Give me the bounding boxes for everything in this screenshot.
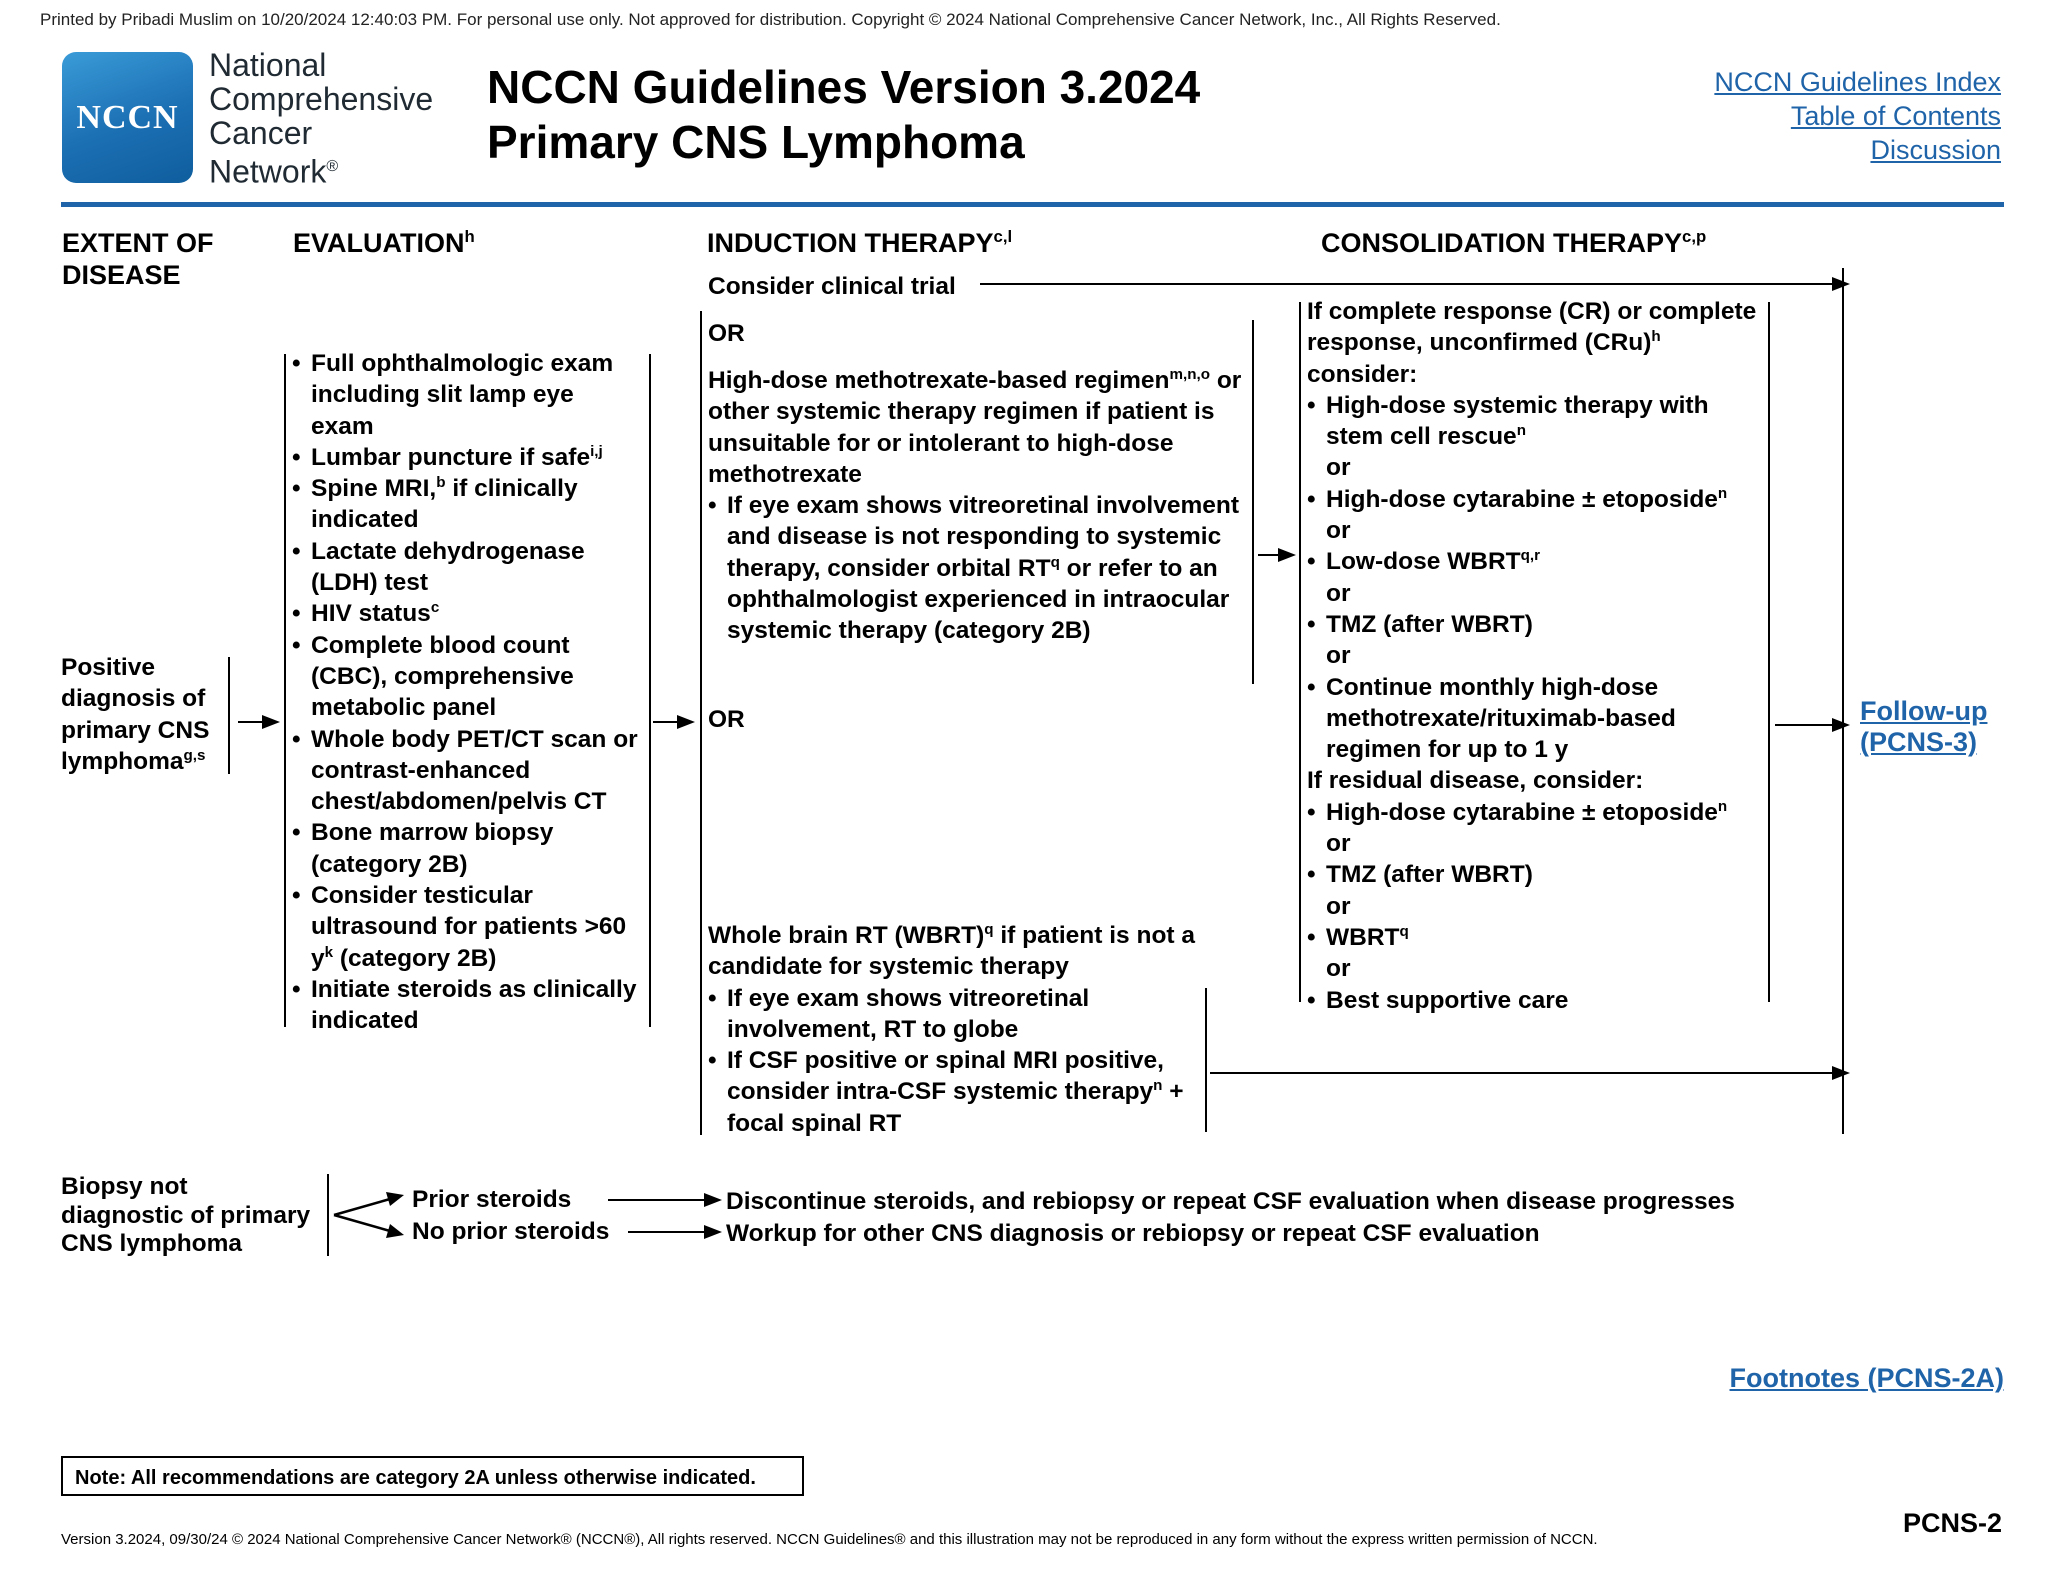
bracket-line: [228, 657, 230, 774]
arrow-right-icon: [704, 1225, 722, 1239]
page-title: [487, 60, 1200, 170]
evaluation-bracket-right: [649, 354, 651, 1027]
footnotes-link[interactable]: [1730, 1363, 2004, 1394]
no-prior-steroids: No prior steroids: [412, 1218, 610, 1245]
wbrt-bracket-right: [1205, 988, 1207, 1132]
induction-bracket-right: [1252, 320, 1254, 684]
wbrt-arrow-line: [1210, 1072, 1835, 1074]
connector-line: [238, 721, 262, 723]
prior-steroids: Prior steroids: [412, 1186, 572, 1213]
arrow-right-icon: [1832, 718, 1850, 732]
induction-bullet: • If CSF positive or spinal MRI positive, consider intra-CSF systemic therapy$^n$ + focal spinal RT: [708, 1045, 1238, 1139]
arrow-right-icon: [1832, 1066, 1850, 1080]
guidelines-index-link[interactable]: NCCN Guidelines Index: [1714, 67, 2001, 97]
arrow-right-icon: [262, 715, 280, 729]
logo-text: NCCN: [76, 98, 179, 136]
evaluation-item: • Initiate steroids as clinically indicated: [292, 974, 642, 1037]
consolidation-options: If complete response (CR) or complete response, unconfirmed (CRu)$^h$ consider: • High-dose systemic therapy with stem cell rescue$^n$ or • High-dose cytarabine ± etoposide$^n$ or • Low-dose WBRT$^{q,r}$ or • TMZ (after WBRT) or • Continue monthly high-dose methotrexate/rituximab-based regimen for up to 1 y If residual disease, consider: • High-dose cytarabine ± etoposide$^n$ or • TMZ (after WBRT) or • WBRT$^q$ or • Best supportive care: [1307, 296, 1767, 1016]
branch-arrows-icon: [330, 1185, 410, 1245]
or-label: OR: [708, 706, 745, 733]
or-label: or: [1326, 830, 1351, 858]
org-line: Comprehensive: [209, 81, 434, 117]
arrow-right-icon: [704, 1193, 722, 1207]
consolidation-item: • High-dose systemic therapy with stem cell rescue$^n$: [1307, 390, 1767, 453]
or-label: or: [1326, 517, 1351, 545]
table-of-contents-link[interactable]: Table of Contents: [1790, 101, 2001, 131]
nccn-logo: [62, 52, 193, 183]
evaluation-item: • Spine MRI,$^b$ if clinically indicated: [292, 473, 642, 536]
followup-bracket: [1842, 268, 1844, 1134]
prior-steroids-action: Discontinue steroids, and rebiopsy or repeat CSF evaluation when disease progresses: [726, 1188, 1735, 1215]
induction-bullet: • If eye exam shows vitreoretinal involvement and disease is not responding to systemic therapy, consider orbital $RT^q$ or refer to an ophthalmologist experienced in intraocular systemic therapy (category 2B): [708, 490, 1248, 646]
consolidation-item: • TMZ (after WBRT): [1307, 609, 1767, 640]
clinical-trial-arrow-line: [980, 283, 1835, 285]
residual-item: • TMZ (after WBRT): [1307, 859, 1767, 890]
evaluation-bracket-left: [284, 354, 286, 1027]
org-line: National: [209, 47, 327, 83]
footnotes-link-text[interactable]: Footnotes (PCNS-2A): [1729, 1363, 2004, 1393]
guideline-version: NCCN Guidelines Version 3.2024: [487, 61, 1201, 113]
evaluation-item: • Complete blood count (CBC), comprehensive metabolic panel: [292, 630, 642, 724]
header-divider: [61, 202, 2004, 207]
or-label: or: [1326, 579, 1351, 607]
or-label: or: [1326, 955, 1351, 983]
high-dose-methotrexate-option: High-dose methotrexate-based regimen$^{m,n,o}$ or other systemic therapy regimen if patient is unsuitable for or intolerant to high-dose methotrexate • If eye exam shows vitreoretinal involvement and disease is not responding to systemic therapy, consider orbital $RT^q$ or refer to an ophthalmologist experienced in intraocular systemic therapy (category 2B): [708, 365, 1248, 647]
followup-link-page[interactable]: (PCNS-3): [1860, 727, 1978, 757]
evaluation-list: [292, 348, 642, 1037]
column-header-consolidation: CONSOLIDATION THERAPY$^{c,p}$: [1321, 227, 1707, 258]
evaluation-item: • Lumbar puncture if safe$^{i,j}$: [292, 442, 642, 473]
guideline-topic: Primary CNS Lymphoma: [487, 116, 1025, 168]
followup-link-text[interactable]: Follow-up: [1860, 696, 1988, 726]
consolidation-bracket-left: [1299, 302, 1301, 1002]
residual-item: • Best supportive care: [1307, 985, 1767, 1016]
column-header-evaluation: EVALUATION$^h$: [293, 227, 475, 258]
evaluation-item: • HIV status$^c$: [292, 598, 642, 629]
evaluation-item: • Lactate dehydrogenase (LDH) test: [292, 536, 642, 599]
evaluation-item: • Bone marrow biopsy (category 2B): [292, 817, 642, 880]
clinical-trial: Consider clinical trial: [708, 273, 956, 300]
top-nav-links: [1714, 65, 2001, 167]
organization-name: [209, 48, 433, 189]
evaluation-item: • Full ophthalmologic exam including slit lamp eye exam: [292, 348, 642, 442]
consolidation-bracket-right: [1768, 302, 1770, 1002]
or-label: OR: [708, 320, 745, 347]
connector-line: [1258, 554, 1280, 556]
bracket-line: [327, 1174, 329, 1256]
arrow-right-icon: [1832, 277, 1850, 291]
or-label: or: [1326, 892, 1351, 920]
induction-bracket-left: [700, 311, 702, 1135]
wbrt-option: Whole brain RT (WBRT)$^q$ if patient is not a candidate for systemic therapy • If eye exam shows vitreoretinal involvement, RT to globe • If CSF positive or spinal MRI positive, consider intra-CSF systemic therapy$^n$ + focal spinal RT: [708, 920, 1238, 1139]
evaluation-item: • Whole body PET/CT scan or contrast-enhanced chest/abdomen/pelvis CT: [292, 724, 642, 818]
no-prior-steroids-action: Workup for other CNS diagnosis or rebiopsy or repeat CSF evaluation: [726, 1220, 1540, 1247]
connector-line: [628, 1231, 706, 1233]
connector-line: [653, 721, 677, 723]
page-id: PCNS-2: [1902, 1508, 2002, 1538]
copyright-footer: Version 3.2024, 09/30/24 © 2024 National Comprehensive Cancer Network® (NCCN®), All rights reserved. NCCN Guidelines® and this illustration may not be reproduced in any form without the express written permission of NCCN.: [61, 1531, 1598, 1548]
or-label: or: [1326, 642, 1351, 670]
consolidation-item: • Continue monthly high-dose methotrexate/rituximab-based regimen for up to 1 y: [1307, 672, 1767, 766]
column-header-extent: EXTENT OF DISEASE: [62, 228, 214, 290]
residual-disease-heading: If residual disease, consider:: [1307, 767, 1644, 795]
residual-item: • WBRT$^q$: [1307, 922, 1767, 953]
consolidation-item: • High-dose cytarabine ± etoposide$^n$: [1307, 484, 1767, 515]
arrow-right-icon: [677, 715, 695, 729]
evaluation-item: • Consider testicular ultrasound for patients >60 $y^k$ (category 2B): [292, 880, 642, 974]
consolidation-item: • Low-dose WBRT$^{q,r}$: [1307, 546, 1767, 577]
biopsy-not-diagnostic: Biopsy not diagnostic of primary CNS lymphoma: [61, 1173, 311, 1257]
org-line: Cancer: [209, 115, 313, 151]
discussion-link[interactable]: Discussion: [1870, 135, 2001, 165]
connector-line: [1775, 724, 1835, 726]
induction-bullet: • If eye exam shows vitreoretinal involvement, RT to globe: [708, 983, 1238, 1046]
or-label: or: [1326, 454, 1351, 482]
printed-notice: Printed by Pribadi Muslim on 10/20/2024 12:40:03 PM. For personal use only. Not approved for distribution. Copyright © 2024 National Comprehensive Cancer Network, Inc., All Rights Reserved.: [40, 10, 1501, 29]
positive-diagnosis: Positive diagnosis of primary CNS lymphoma$^{g,s}$: [61, 654, 210, 775]
column-header-induction: INDUCTION THERAPY$^{c,l}$: [707, 227, 1013, 258]
arrow-right-icon: [1278, 548, 1296, 562]
org-line: Network®: [209, 153, 339, 190]
followup-link[interactable]: [1860, 696, 1987, 758]
connector-line: [608, 1199, 706, 1201]
category-note: Note: All recommendations are category 2A unless otherwise indicated.: [61, 1456, 804, 1496]
residual-item: • High-dose cytarabine ± etoposide$^n$: [1307, 797, 1767, 828]
